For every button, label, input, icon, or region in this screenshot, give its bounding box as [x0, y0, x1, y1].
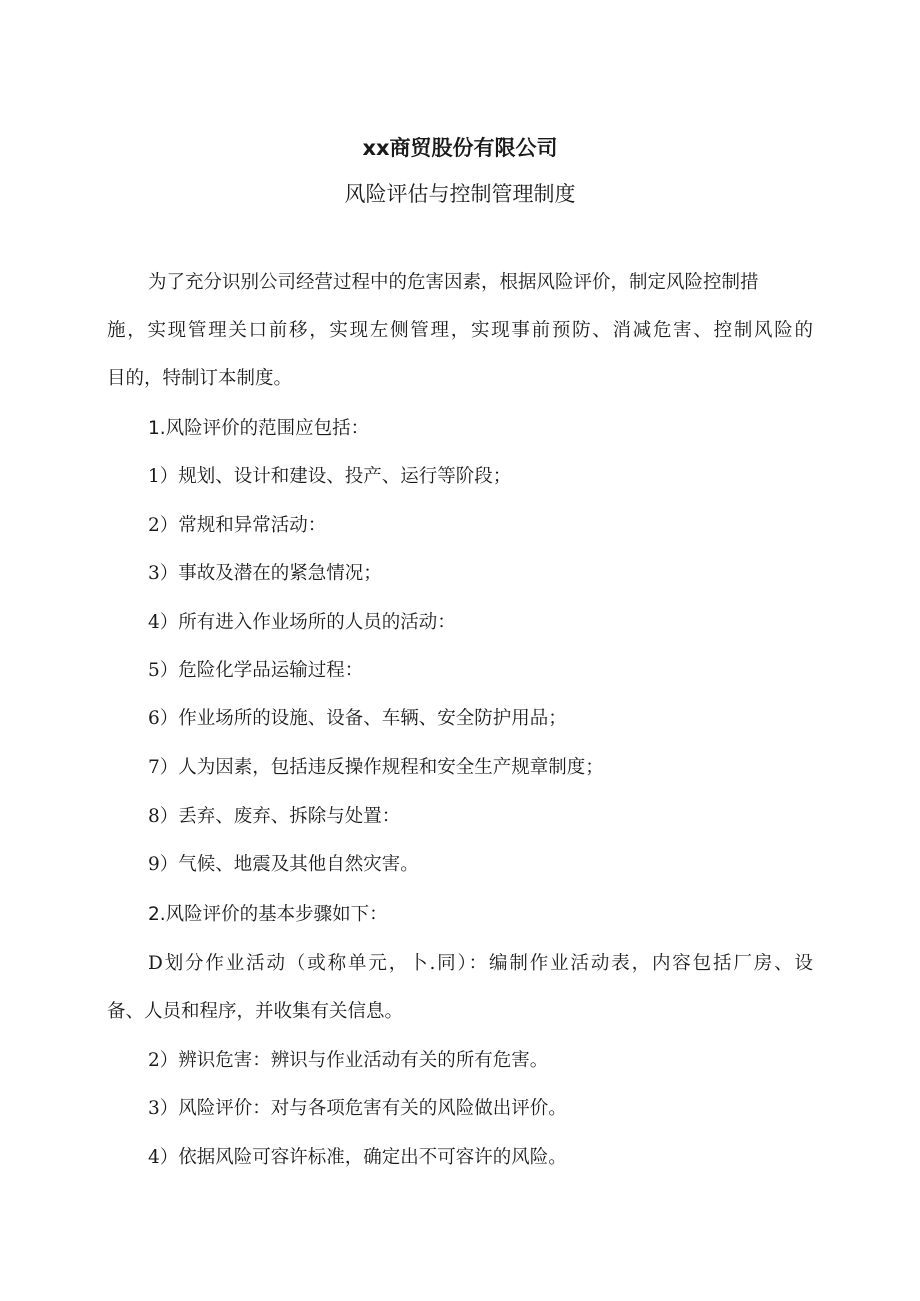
section-1-item-3: 3）事故及潜在的紧急情况； — [148, 563, 382, 584]
intro-paragraph-line-3: 目的，特制订本制度。 — [107, 368, 293, 389]
document-title: 风险评估与控制管理制度 — [344, 182, 576, 206]
section-1-item-9: 9）气候、地震及其他自然灾害。 — [148, 854, 419, 875]
intro-paragraph-line-2: 施，实现管理关口前移，实现左侧管理，实现事前预防、消减危害、控制风险的 — [107, 320, 813, 341]
section-2-step-1-line-1: D划分作业活动（或称单元，卜.同）：编制作业活动表，内容包括厂房、设 — [148, 953, 813, 974]
section-2-item-2: 2）辨识危害：辨识与作业活动有关的所有危害。 — [148, 1050, 549, 1071]
section-2-step-1-line-2: 备、人员和程序，并收集有关信息。 — [107, 1001, 404, 1022]
section-1-item-2: 2）常规和异常活动： — [148, 515, 327, 536]
section-1-item-5: 5）危险化学品运输过程： — [148, 660, 364, 681]
section-2-item-4: 4）依据风险可容许标准，确定出不可容许的风险。 — [148, 1147, 567, 1168]
section-1-item-1: 1）规划、设计和建设、投产、运行等阶段； — [148, 466, 512, 487]
section-2-item-3: 3）风险评价：对与各项危害有关的风险做出评价。 — [148, 1098, 567, 1119]
section-1-item-4: 4）所有进入作业场所的人员的活动： — [148, 612, 456, 633]
section-1-item-8: 8）丢弃、废弃、拆除与处置： — [148, 806, 401, 827]
intro-paragraph-line-1: 为了充分识别公司经营过程中的危害因素，根据风险评价，制定风险控制措 — [148, 272, 759, 293]
company-title: xx商贸股份有限公司 — [362, 136, 558, 160]
section-1-item-7: 7）人为因素，包括违反操作规程和安全生产规章制度； — [148, 757, 604, 778]
section-1-heading: 1.风险评价的范围应包括： — [148, 418, 370, 439]
section-1-item-6: 6）作业场所的设施、设备、车辆、安全防护用品； — [148, 708, 567, 729]
section-2-heading: 2.风险评价的基本步骤如下： — [148, 904, 388, 925]
